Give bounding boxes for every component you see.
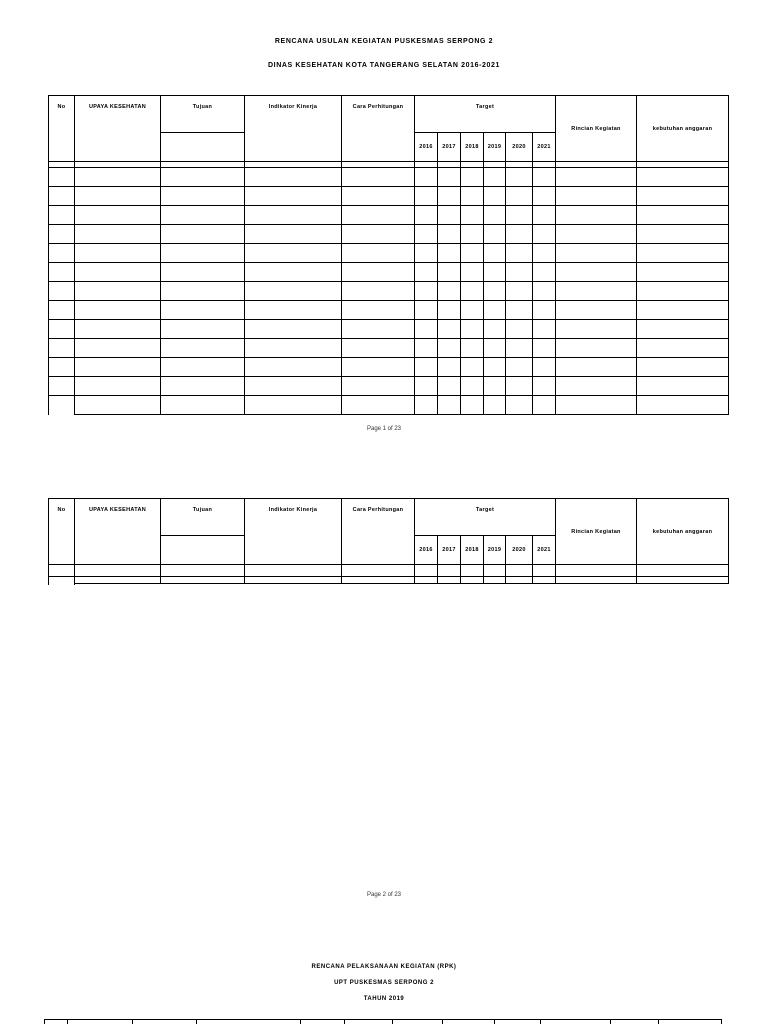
header-kebutuhan-anggaran: kebutuhan anggaran	[637, 499, 729, 565]
header-tujuan-sub	[161, 536, 245, 565]
table-row	[49, 377, 729, 396]
rencana-usulan-table-page-1	[48, 95, 729, 415]
header-cara-perhitungan: Cara Perhitungan	[342, 96, 415, 162]
header-tujuan: Tujuan	[161, 96, 245, 133]
table-row	[49, 396, 729, 415]
header-target: Target	[415, 96, 556, 133]
rpk-subtitle: UPT PUSKESMAS SERPONG 2	[334, 980, 434, 986]
document-subtitle: DINAS KESEHATAN KOTA TANGERANG SELATAN 2016-2021	[268, 62, 500, 69]
year-header: 2016	[415, 536, 438, 565]
header-cara-perhitungan: Cara Perhitungan	[342, 499, 415, 565]
header-rincian-kegiatan: Rincian Kegiatan	[556, 499, 637, 565]
table-continuation-line	[48, 576, 728, 577]
year-header: 2017	[438, 536, 461, 565]
header-target: Target	[415, 499, 556, 536]
year-header: 2018	[461, 536, 484, 565]
rpk-table-top-edge	[0, 1012, 768, 1024]
header-no: No	[49, 499, 75, 565]
table-continuation-line	[74, 576, 75, 585]
header-no: No	[49, 96, 75, 162]
year-header: 2021	[533, 536, 556, 565]
rpk-title: RENCANA PELAKSANAAN KEGIATAN (RPK)	[311, 964, 457, 970]
header-rincian-kegiatan: Rincian Kegiatan	[556, 96, 637, 162]
year-header: 2020	[506, 536, 533, 565]
table-row	[49, 565, 729, 584]
year-header: 2016	[415, 133, 438, 162]
header-upaya-kesehatan: UPAYA KESEHATAN	[75, 499, 161, 565]
header-upaya-kesehatan: UPAYA KESEHATAN	[75, 96, 161, 162]
table-row	[49, 320, 729, 339]
table-row	[49, 282, 729, 301]
table-row	[49, 339, 729, 358]
header-kebutuhan-anggaran: kebutuhan anggaran	[637, 96, 729, 162]
table-row	[49, 206, 729, 225]
year-header: 2019	[484, 536, 506, 565]
year-header: 2018	[461, 133, 484, 162]
rpk-year: TAHUN 2019	[363, 996, 405, 1002]
table-row	[49, 187, 729, 206]
table-continuation-line	[48, 576, 49, 585]
header-indikator-kinerja: Indikator Kinerja	[245, 96, 342, 162]
table-row	[49, 244, 729, 263]
header-tujuan-sub	[161, 133, 245, 162]
table-row	[49, 358, 729, 377]
table-body	[49, 162, 729, 415]
rencana-usulan-table-page-2	[48, 498, 729, 584]
year-header: 2020	[506, 133, 533, 162]
table-row	[49, 263, 729, 282]
year-header: 2021	[533, 133, 556, 162]
page-number: Page 1 of 23	[366, 426, 402, 432]
year-header: 2017	[438, 133, 461, 162]
table-row	[49, 301, 729, 320]
table-row	[49, 225, 729, 244]
document-title: RENCANA USULAN KEGIATAN PUSKESMAS SERPONG 2	[274, 38, 494, 45]
page-number: Page 2 of 23	[366, 892, 402, 898]
year-header: 2019	[484, 133, 506, 162]
header-indikator-kinerja: Indikator Kinerja	[245, 499, 342, 565]
header-tujuan: Tujuan	[161, 499, 245, 536]
table-row	[49, 168, 729, 187]
